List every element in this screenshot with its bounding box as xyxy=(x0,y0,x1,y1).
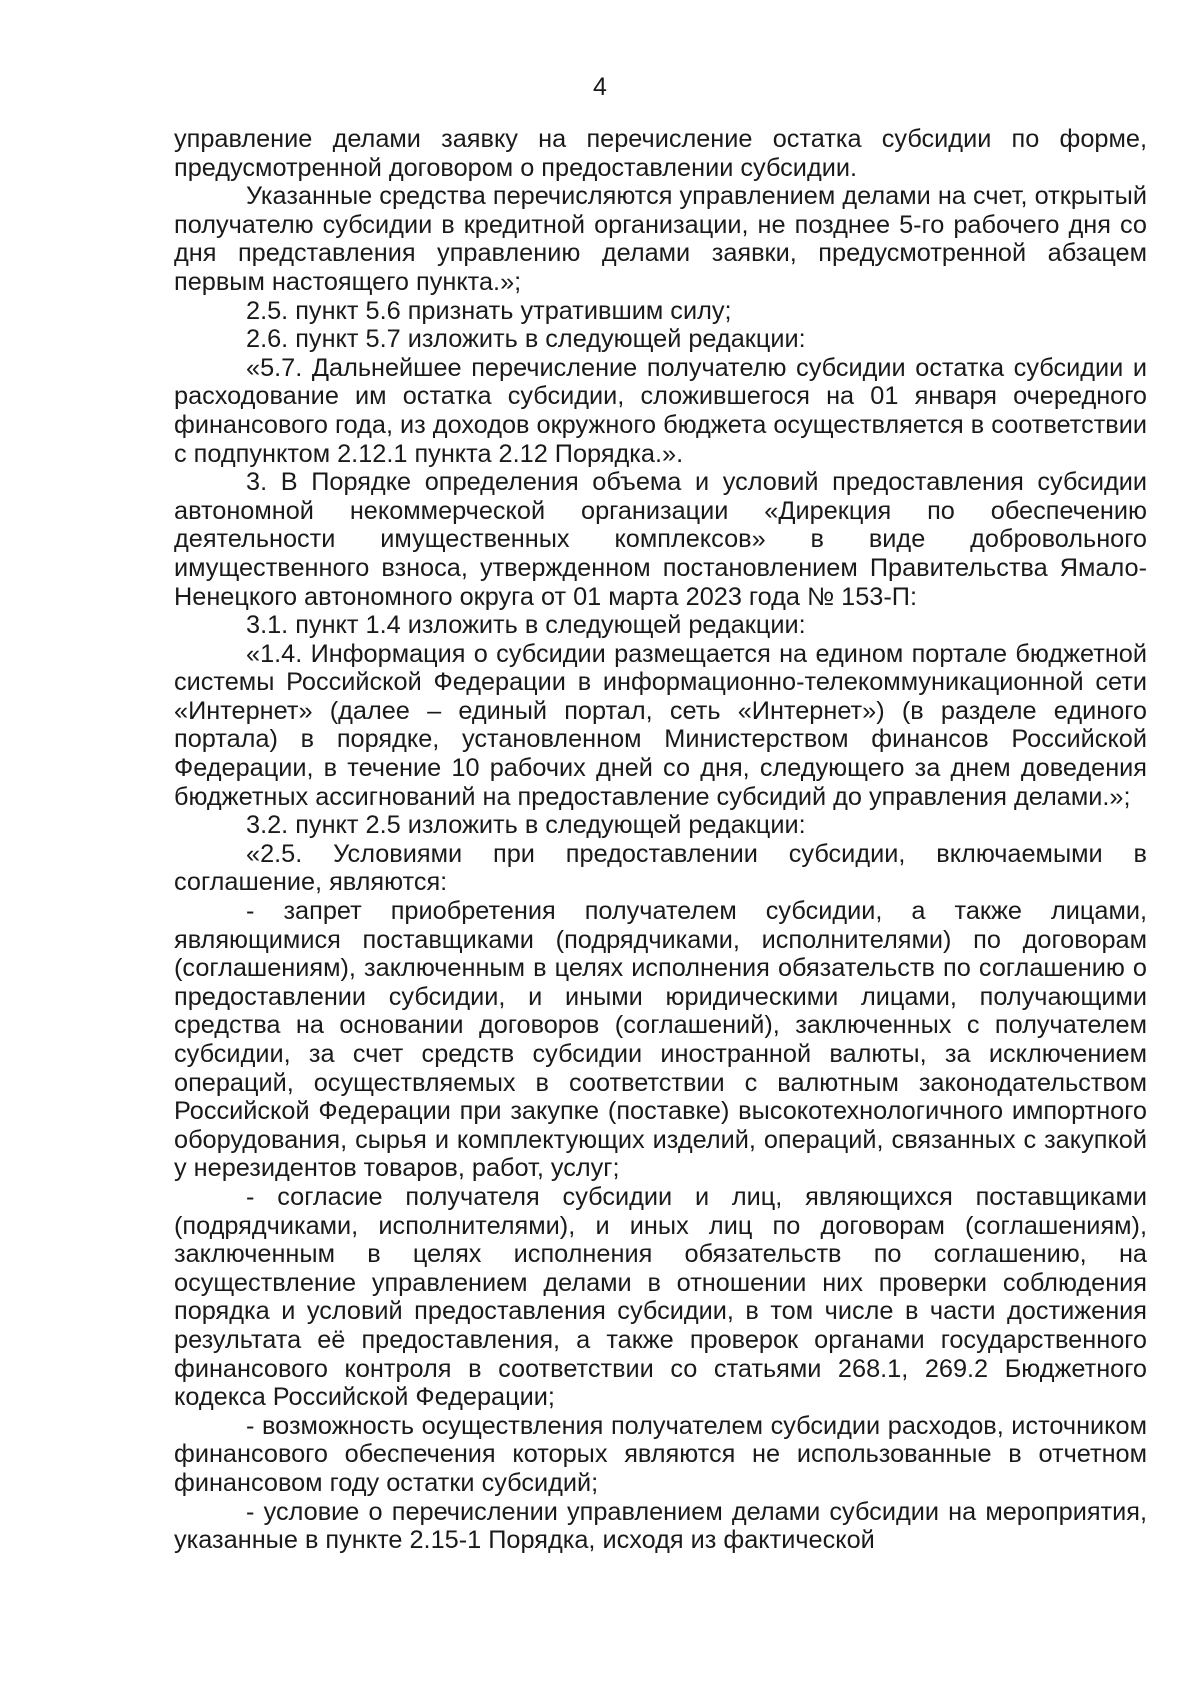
paragraph: - согласие получателя субсидии и лиц, являющихся поставщиками (подрядчиками, исполнителями), и иных лиц по договорам (соглашениям), заключенным в целях исполнения обязательств по соглашению, на осуществление управлением делами в отношении них проверки соблюдения порядка и условий предоставления субсидии, в том числе в части достижения результата её предоставления, а также проверок органами государственного финансового контроля в соответствии со статьями 268.1, 269.2 Бюджетного кодекса Российской Федерации; xyxy=(174,1182,1147,1412)
document-body xyxy=(174,125,1147,1555)
paragraph: управление делами заявку на перечисление остатка субсидии по форме, предусмотренной договором о предоставлении субсидии. xyxy=(174,125,1147,182)
paragraph: 2.5. пункт 5.6 признать утратившим силу; xyxy=(246,296,732,325)
paragraph: 2.6. пункт 5.7 изложить в следующей редакции: xyxy=(246,325,806,354)
paragraph: 3. В Порядке определения объема и условий предоставления субсидии автономной некоммерческой организации «Дирекция по обеспечению деятельности имущественных комплексов» в виде добровольного имущественного взноса, утвержденном постановлением Правительства Ямало-Ненецкого автономного округа от 01 марта 2023 года № 153-П: xyxy=(174,468,1147,611)
page-number: 4 xyxy=(593,73,607,101)
paragraph: «5.7. Дальнейшее перечисление получателю субсидии остатка субсидии и расходование им остатка субсидии, сложившегося на 01 января очередного финансового года, из доходов окружного бюджета осуществляется в соответствии с подпунктом 2.12.1 пункта 2.12 Порядка.». xyxy=(174,353,1147,468)
paragraph: «1.4. Информация о субсидии размещается на едином портале бюджетной системы Российской Федерации в информационно-телекоммуникационной сети «Интернет» (далее – единый портал, сеть «Интернет») (в разделе единого портала) в порядке, установленном Министерством финансов Российской Федерации, в течение 10 рабочих дней со дня, следующего за днем доведения бюджетных ассигнований на предоставление субсидий до управления делами.»; xyxy=(174,639,1147,811)
paragraph: Указанные средства перечисляются управлением делами на счет, открытый получателю субсидии в кредитной организации, не позднее 5-го рабочего дня со дня представления управлению делами заявки, предусмотренной абзацем первым настоящего пункта.»; xyxy=(174,182,1147,296)
paragraph: 3.1. пункт 1.4 изложить в следующей редакции: xyxy=(246,611,806,640)
paragraph: «2.5. Условиями при предоставлении субсидии, включаемыми в соглашение, являются: xyxy=(174,839,1147,897)
paragraph: - возможность осуществления получателем субсидии расходов, источником финансового обеспечения которых являются не использованные в отчетном финансовом году остатки субсидий; xyxy=(174,1411,1147,1497)
paragraph: - запрет приобретения получателем субсидии, а также лицами, являющимися поставщиками (подрядчиками, исполнителями) по договорам (соглашениям), заключенным в целях исполнения обязательств по соглашению о предоставлении субсидии, и иными юридическими лицами, получающими средства на основании договоров (соглашений), заключенных с получателем субсидии, за счет средств субсидии иностранной валюты, за исключением операций, осуществляемых в соответствии с валютным законодательством Российской Федерации при закупке (поставке) высокотехнологичного импортного оборудования, сырья и комплектующих изделий, операций, связанных с закупкой у нерезидентов товаров, работ, услуг; xyxy=(174,897,1147,1183)
paragraph: 3.2. пункт 2.5 изложить в следующей редакции: xyxy=(246,811,806,840)
paragraph: - условие о перечислении управлением делами субсидии на мероприятия, указанные в пункте 2.15-1 Порядка, исходя из фактической xyxy=(174,1497,1147,1555)
